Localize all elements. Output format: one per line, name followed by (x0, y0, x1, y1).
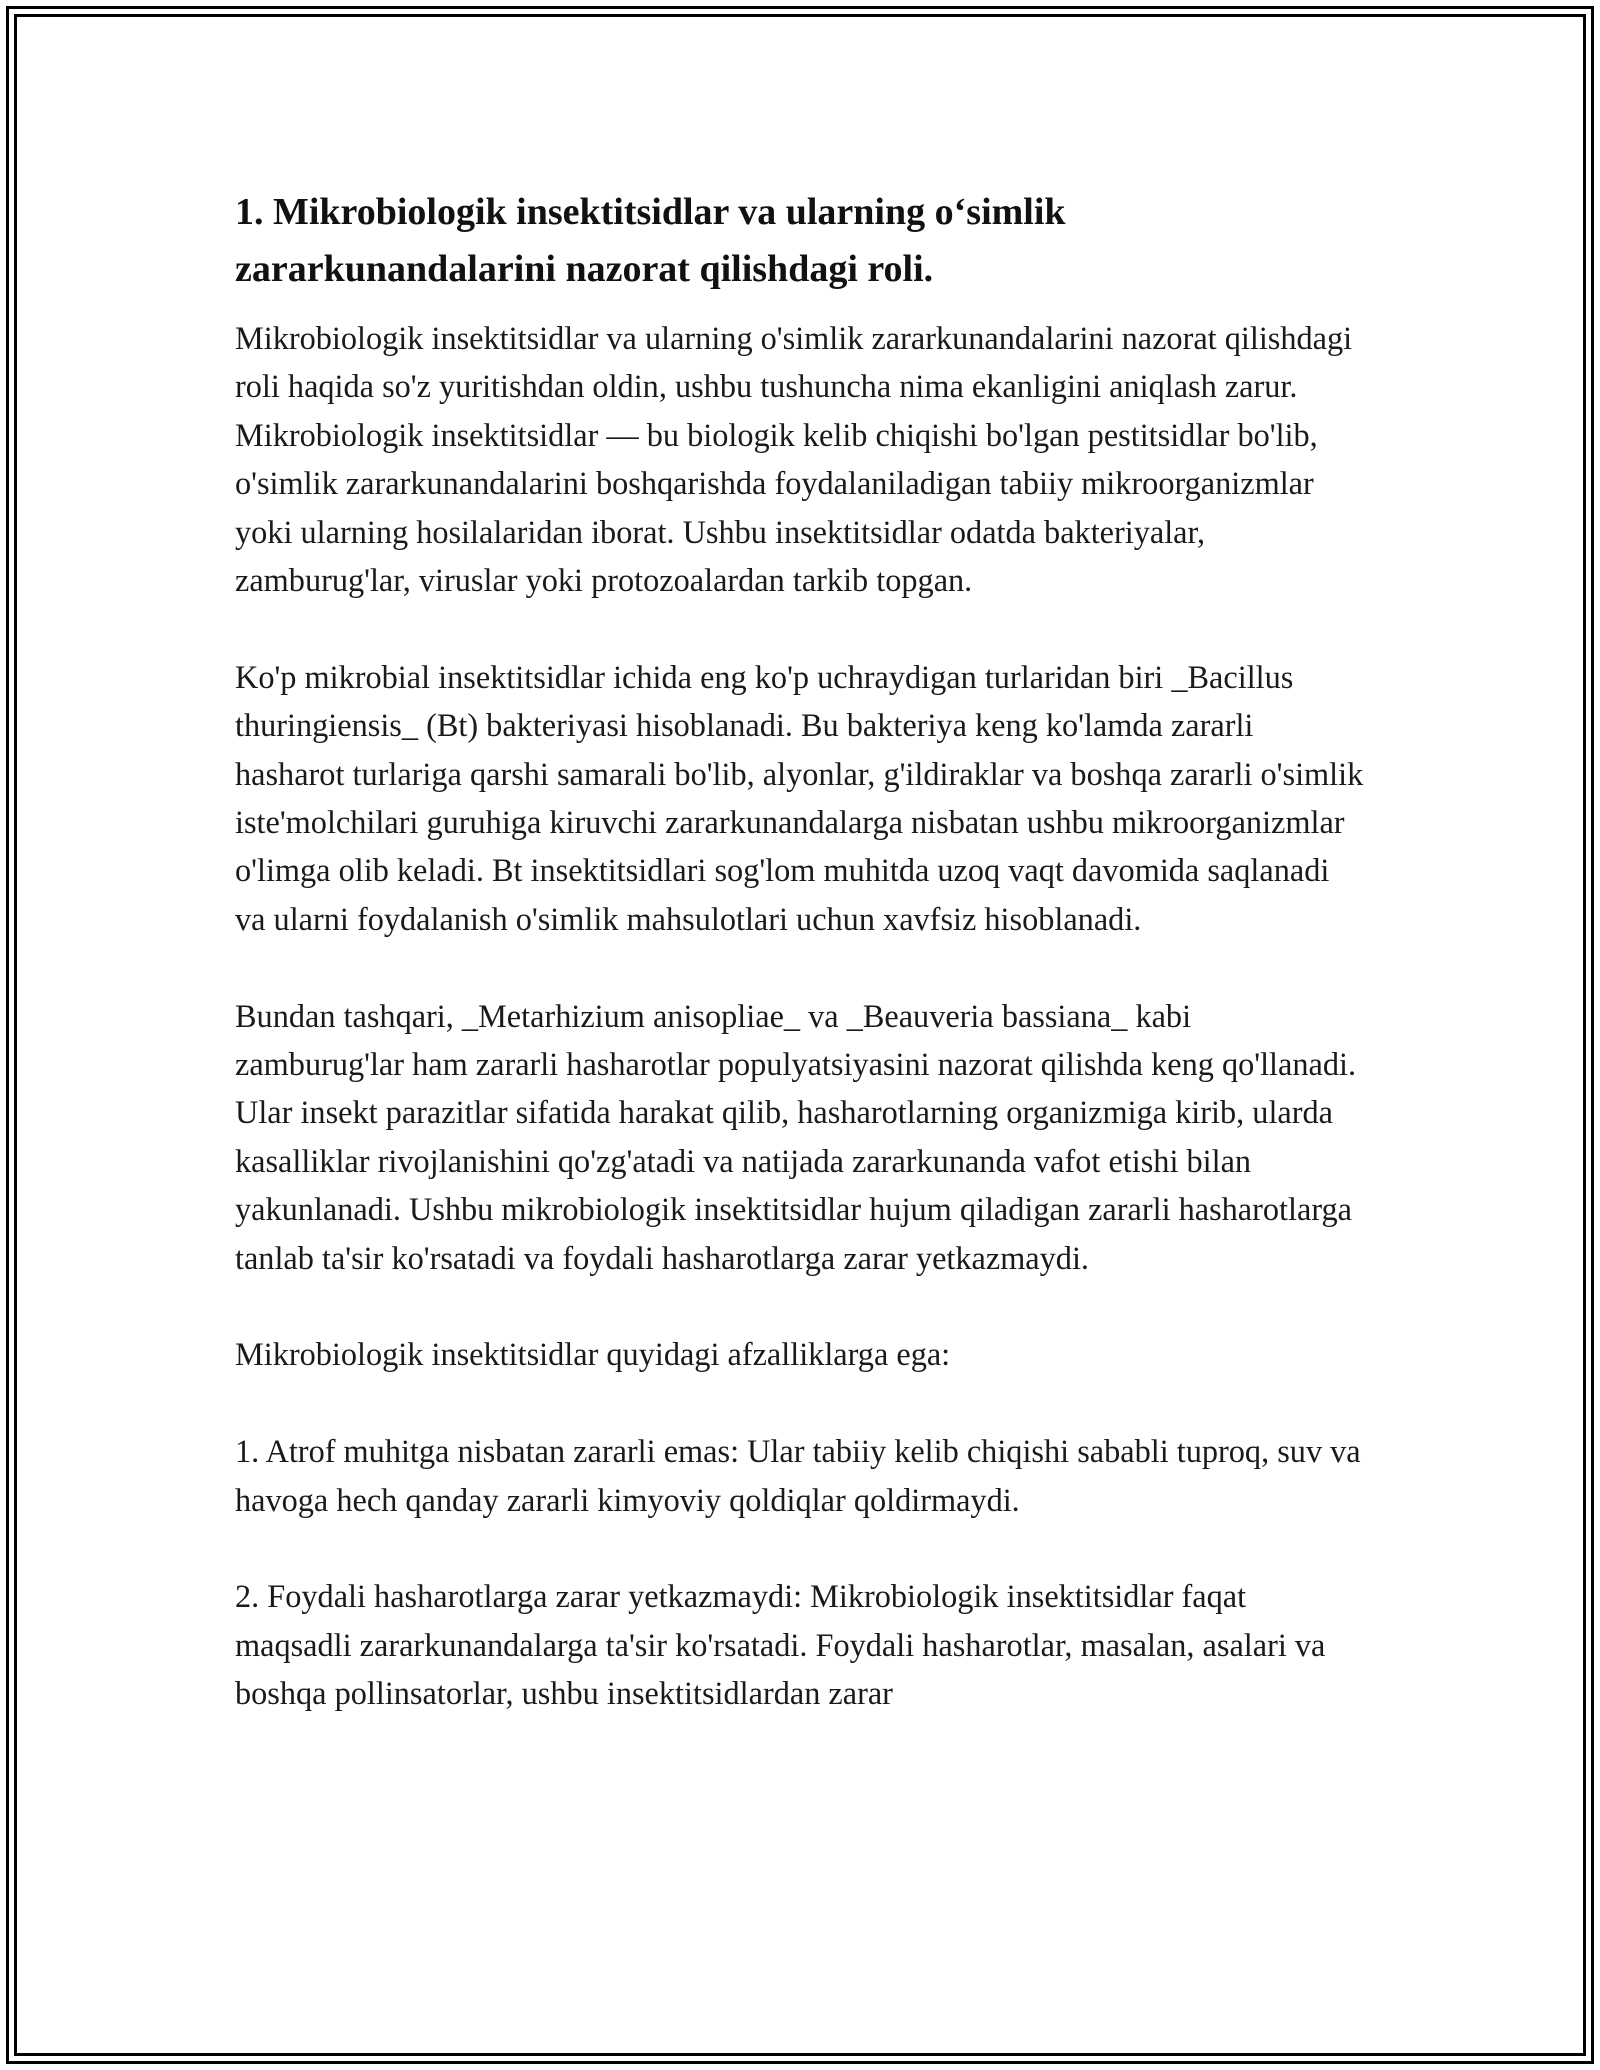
paragraph-definition: Mikrobiologik insektitsidlar va ularning o'simlik zararkunandalarini nazorat qilishdagi roli haqida so'z yuritishdan oldin, ushbu tushuncha nima ekanligini aniqlash zarur. Mikrobiologik insektitsidlar — bu biologik kelib chiqishi bo'lgan pestitsidlar bo'lib, o'simlik zararkunandalarini boshqarishda foydalaniladigan tabiiy mikroorganizmlar yoki ularning hosilalaridan iborat. Ushbu insektitsidlar odatda bakteriyalar, zamburug'lar, viruslar yoki protozoalardan tarkib topgan. (235, 320, 1353, 599)
list-item-advantage-2: 2. Foydali hasharotlarga zarar yetkazmaydi: Mikrobiologik insektitsidlar faqat maqsadli zararkunandalarga ta'sir ko'rsatadi. Foydali hasharotlar, masalan, asalari va boshqa pollinsatorlar, ushbu insektitsidlardan zarar (235, 1578, 1326, 1712)
paragraph-fungi: Bundan tashqari, _Metarhizium anisopliae_ va _Beauveria bassiana_ kabi zamburug'lar ham zararli hasharotlar populyatsiyasini nazorat qilishda keng qo'llanadi. Ular insekt parazitlar sifatida harakat qilib, hasharotlarning organizmiga kirib, ularda kasalliklar rivojlanishini qo'zg'atadi va natijada zararkunanda vafot etishi bilan yakunlanadi. Ushbu mikrobiologik insektitsidlar hujum qiladigan zararli hasharotlarga tanlab ta'sir ko'rsatadi va foydali hasharotlarga zarar yetkazmaydi. (235, 997, 1357, 1276)
paragraph-bacillus: Ko'p mikrobial insektitsidlar ichida eng ko'p uchraydigan turlaridan biri _Bacillus thuringiensis_ (Bt) bakteriyasi hisoblanadi. Bu bakteriya keng ko'lamda zararli hasharot turlariga qarshi samarali bo'lib, alyonlar, g'ildiraklar va boshqa zararli o'simlik iste'molchilari guruhiga kiruvchi zararkunandalarga nisbatan ushbu mikroorganizmlar o'limga olib keladi. Bt insektitsidlari sog'lom muhitda uzoq vaqt davomida saqlanadi va ularni foydalanish o'simlik mahsulotlari uchun xavfsiz hisoblanadi. (235, 658, 1364, 937)
section-heading: 1. Mikrobiologik insektitsidlar va ularning o‘simlik zararkunandalarini nazorat qilishdagi roli. (235, 191, 1066, 290)
document-body (235, 184, 1365, 1718)
paragraph-advantages-intro: Mikrobiologik insektitsidlar quyidagi afzalliklarga ega: (235, 1336, 951, 1373)
list-item-advantage-1: 1. Atrof muhitga nisbatan zararli emas: Ular tabiiy kelib chiqishi sababli tuproq, suv va havoga hech qanday zararli kimyoviy qoldiqlar qoldirmaydi. (235, 1433, 1361, 1518)
